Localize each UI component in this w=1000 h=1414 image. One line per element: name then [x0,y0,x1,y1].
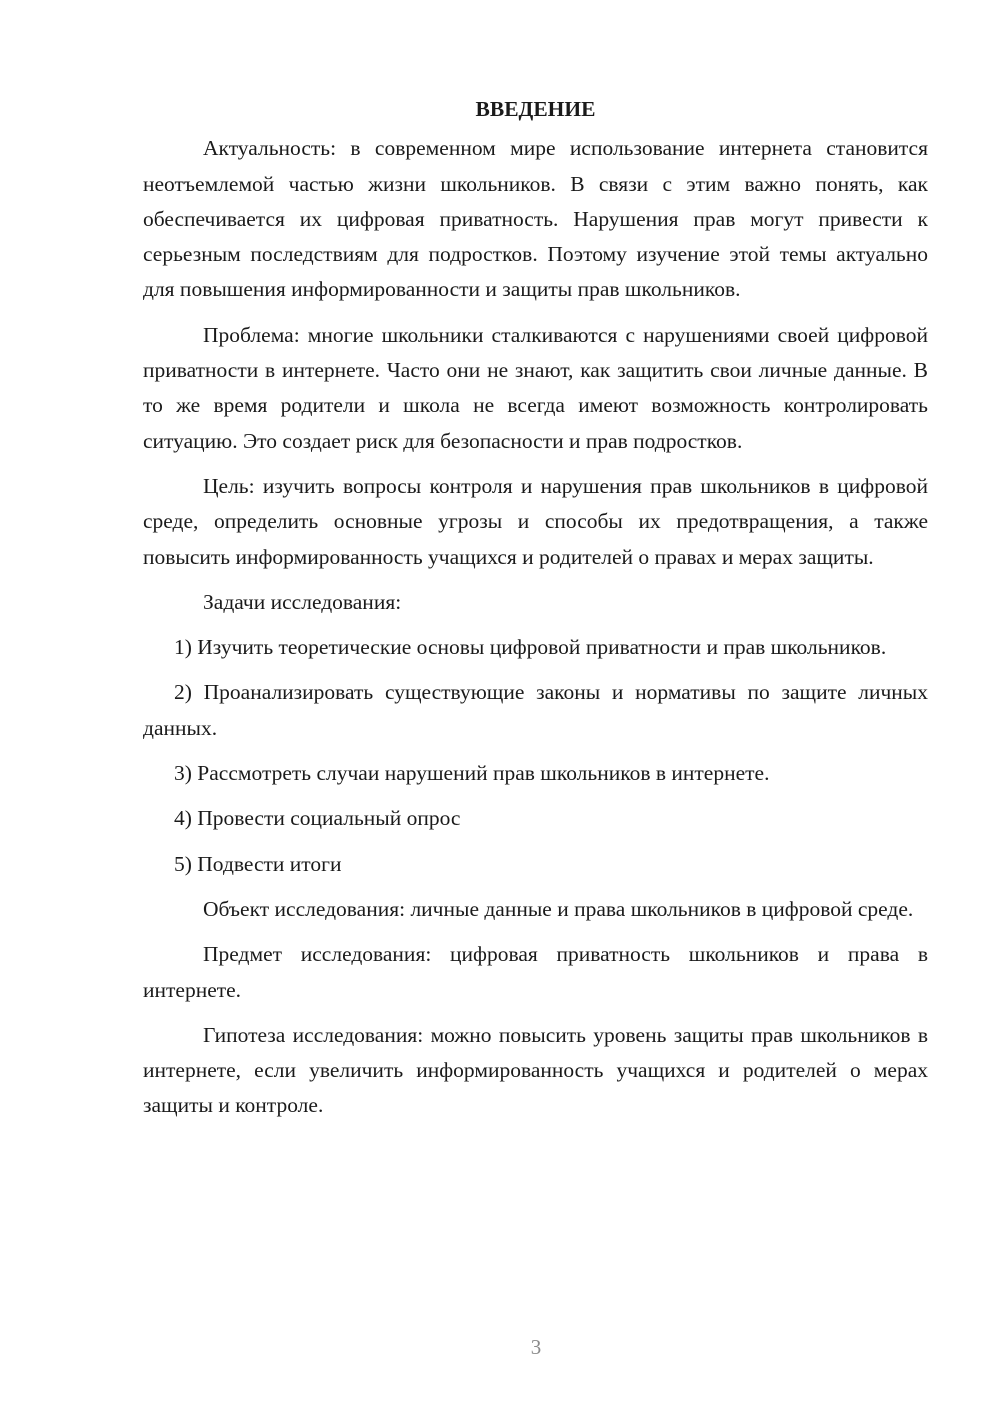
task-item-5: 5) Подвести итоги [174,851,342,876]
paragraph-hypothesis: Гипотеза исследования: можно повысить уровень защиты прав школьников в интернете, если увеличить информированность учащихся и родителей о мерах защиты и контроле. [143,1022,928,1118]
paragraph-problem: Проблема: многие школьники сталкиваются с нарушениями своей цифровой приватности в интернете. Часто они не знают, как защитить свои личные данные. В то же время родители и школа не всегда имеют возможность контролировать ситуацию. Это создает риск для безопасности и прав подростков. [143,322,928,453]
task-item-2: 2) Проанализировать существующие законы и нормативы по защите личных данных. [143,680,928,740]
task-item-3: 3) Рассмотреть случаи нарушений прав школьников в интернете. [174,761,770,786]
task-item-1: 1) Изучить теоретические основы цифровой приватности и прав школьников. [174,635,887,660]
paragraph-relevance: Актуальность: в современном мире использование интернета становится неотъемлемой частью жизни школьников. В связи с этим важно понять, как обеспечивается их цифровая приватность. Нарушения прав могут привести к серьезным последствиям для подростков. Поэтому изучение этой темы актуально для повышения информированности и защиты прав школьников. [143,136,928,302]
page-title: ВВЕДЕНИЕ [475,97,596,121]
paragraph-goal: Цель: изучить вопросы контроля и нарушения прав школьников в цифровой среде, определить основные угрозы и способы их предотвращения, а также повысить информированность учащихся и родителей о правах и мерах защиты. [143,473,928,569]
page-number: 3 [530,1335,542,1359]
task-item-4: 4) Провести социальный опрос [174,806,461,831]
tasks-heading: Задачи исследования: [203,589,402,614]
paragraph-object: Объект исследования: личные данные и права школьников в цифровой среде. [203,896,914,921]
paragraph-subject: Предмет исследования: цифровая приватность школьников и права в интернете. [143,942,928,1002]
document-page [143,92,928,1134]
